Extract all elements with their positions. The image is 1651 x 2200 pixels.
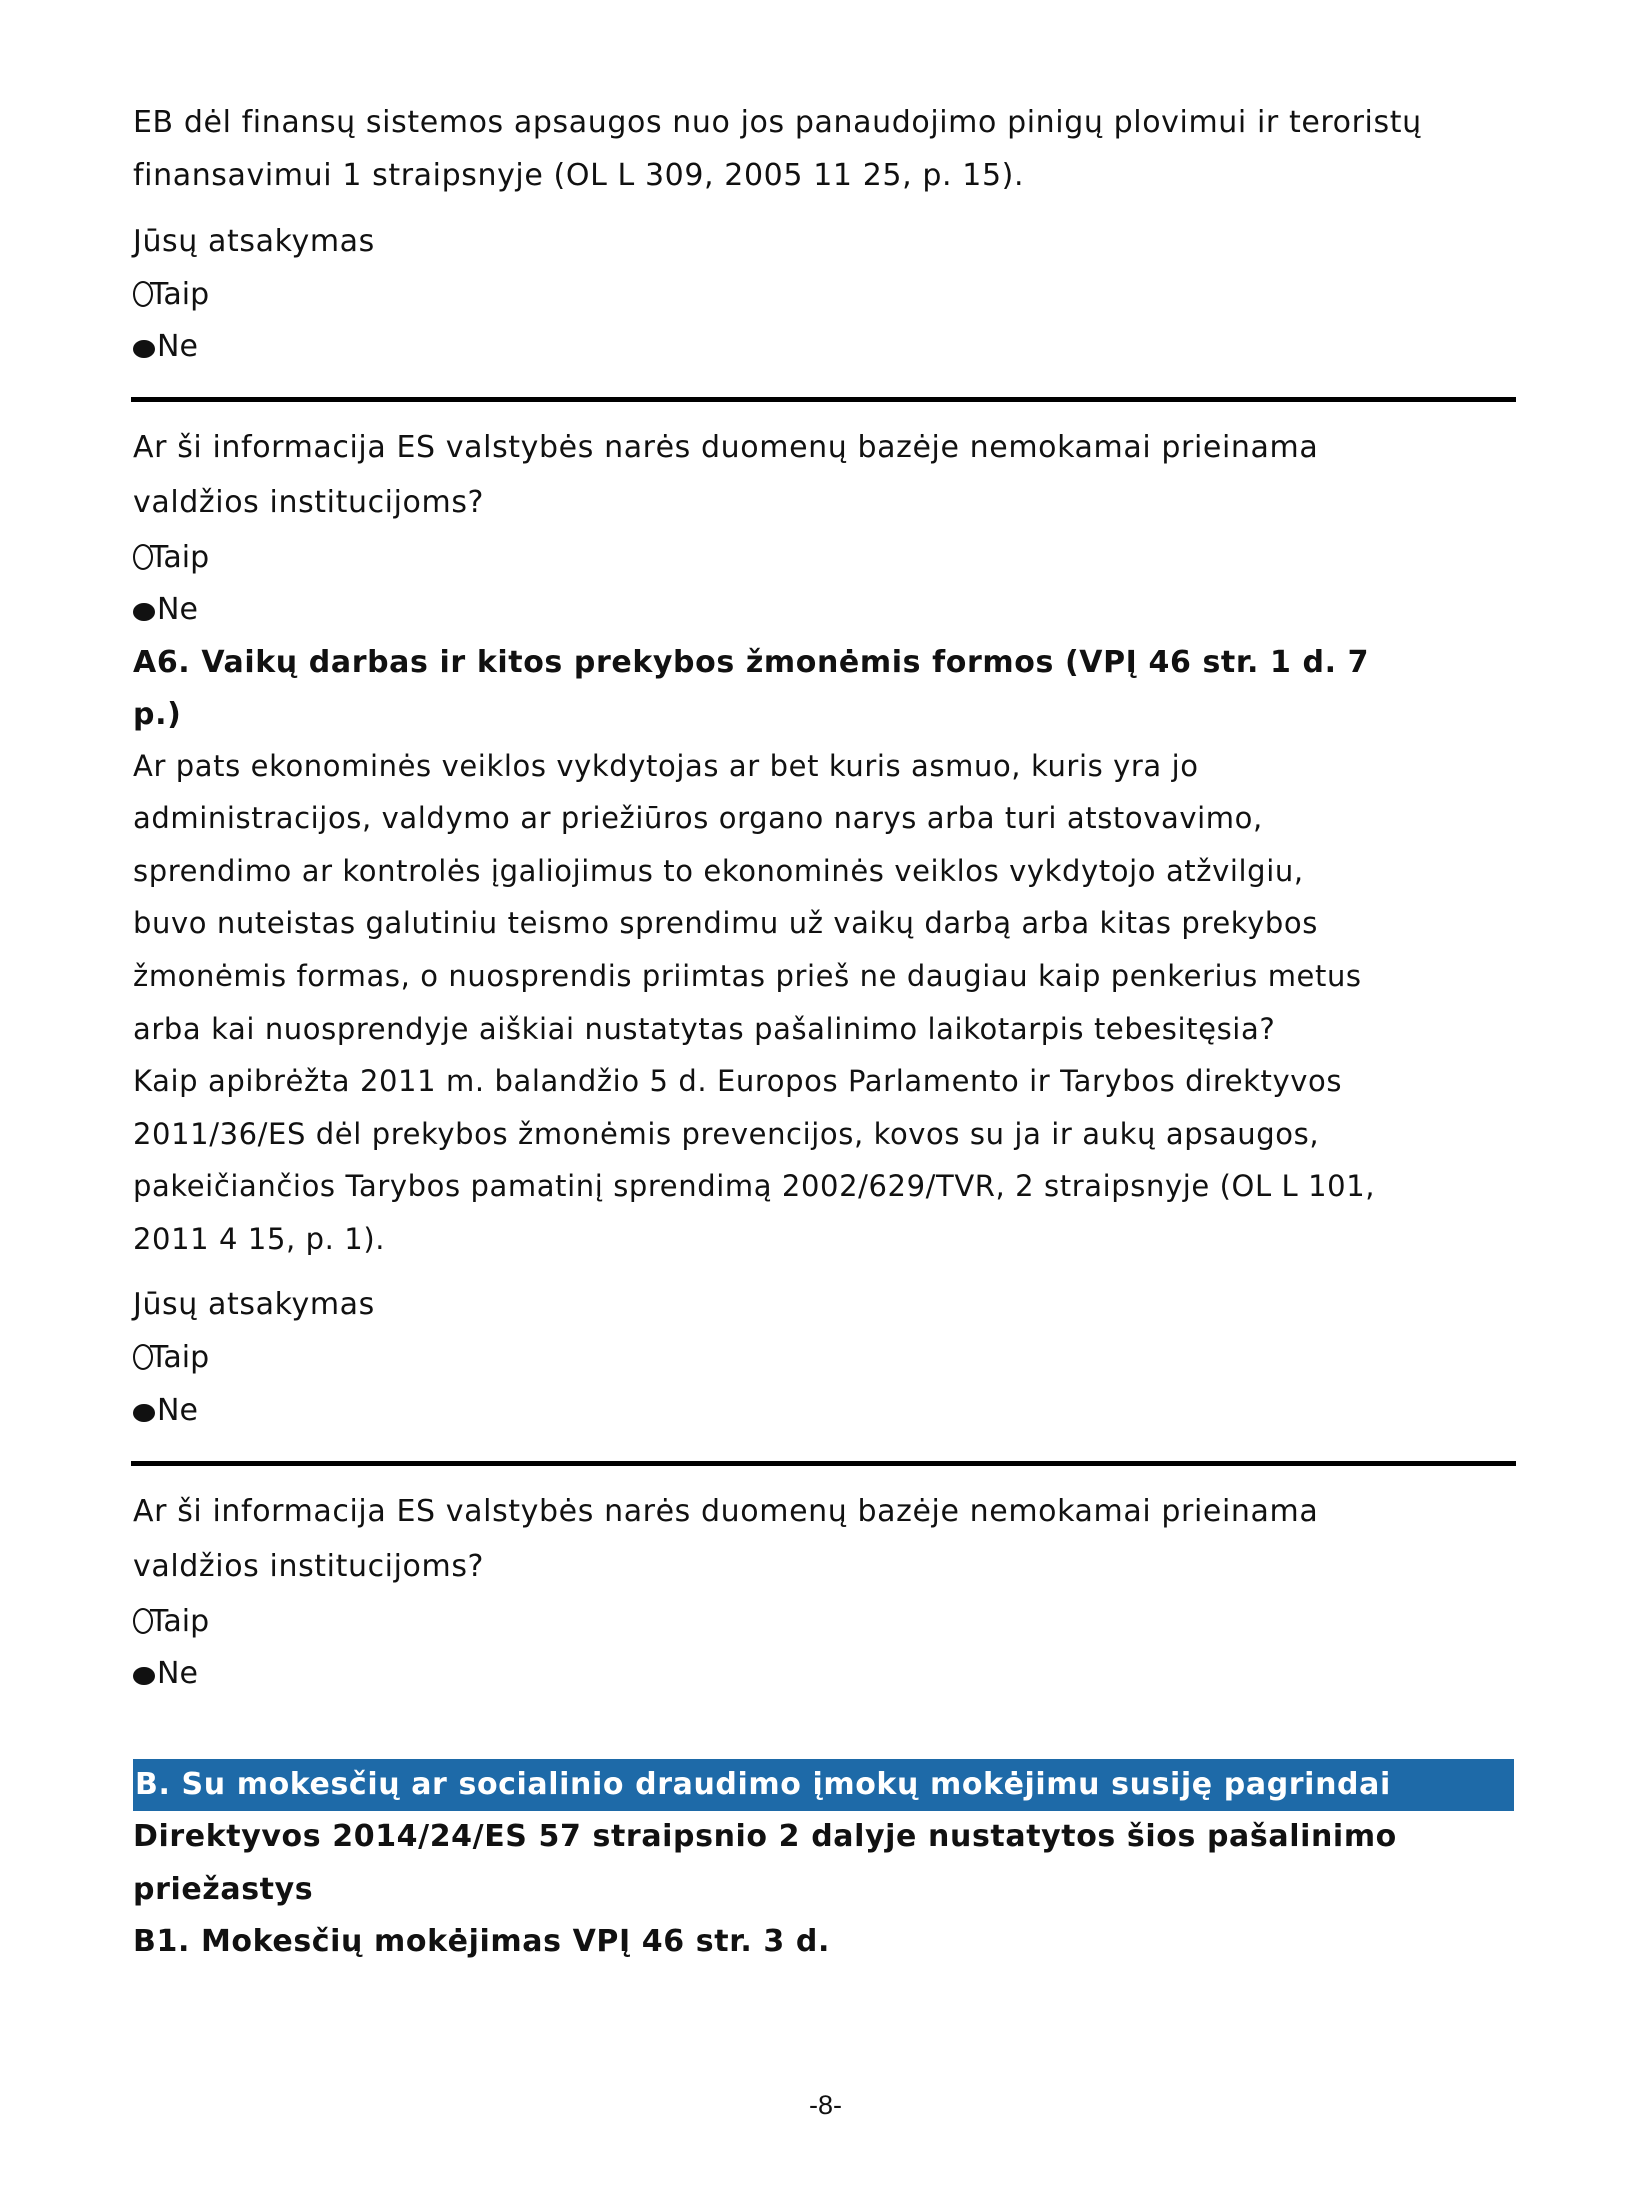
radio-label-yes: Taip — [150, 1340, 210, 1375]
b1-heading: B1. Mokesčių mokėjimas VPĮ 46 str. 3 d. — [133, 1924, 830, 1959]
radio-label-yes: Taip — [150, 277, 210, 312]
db-question-line-2: valdžios institucijoms? — [133, 1549, 485, 1584]
radio-option-yes[interactable] — [133, 275, 209, 315]
radio-label-yes: Taip — [150, 1604, 210, 1639]
a6-body-line: 2011/36/ES dėl prekybos žmonėmis prevencijos, kovos su ja ir aukų apsaugos, — [133, 1117, 1320, 1151]
radio-option-no[interactable] — [133, 1654, 198, 1694]
answer-label: Jūsų atsakymas — [133, 1287, 375, 1322]
section-divider — [131, 397, 1516, 402]
radio-selected-icon[interactable] — [133, 1667, 155, 1685]
radio-label-no: Ne — [157, 592, 198, 627]
a6-body-line: sprendimo ar kontrolės įgaliojimus to ekonominės veiklos vykdytojo atžvilgiu, — [133, 854, 1304, 888]
radio-selected-icon[interactable] — [133, 340, 155, 358]
db-question-line-1: Ar ši informacija ES valstybės narės duomenų bazėje nemokamai prieinama — [133, 430, 1319, 465]
page-number: -8- — [809, 2090, 842, 2120]
radio-unselected-icon[interactable] — [133, 1608, 153, 1634]
answer-label: Jūsų atsakymas — [133, 224, 375, 259]
db-question-line-1: Ar ši informacija ES valstybės narės duomenų bazėje nemokamai prieinama — [133, 1494, 1319, 1529]
section-b-banner: B. Su mokesčių ar socialinio draudimo įmokų mokėjimu susiję pagrindai — [133, 1759, 1514, 1811]
radio-option-no[interactable] — [133, 1391, 198, 1431]
radio-label-no: Ne — [157, 329, 198, 364]
a6-body-line: arba kai nuosprendyje aiškiai nustatytas pašalinimo laikotarpis tebesitęsia? — [133, 1012, 1276, 1046]
a6-body-line: pakeičiančios Tarybos pamatinį sprendimą 2002/629/TVR, 2 straipsnyje (OL L 101, — [133, 1169, 1376, 1203]
radio-option-yes[interactable] — [133, 1338, 209, 1378]
radio-label-yes: Taip — [150, 540, 210, 575]
radio-option-yes[interactable] — [133, 538, 209, 578]
radio-unselected-icon[interactable] — [133, 281, 153, 307]
radio-label-no: Ne — [157, 1393, 198, 1428]
a6-heading-line-1: A6. Vaikų darbas ir kitos prekybos žmonėmis formos (VPĮ 46 str. 1 d. 7 — [133, 645, 1370, 680]
a6-body-line: buvo nuteistas galutiniu teismo sprendimu už vaikų darbą arba kitas prekybos — [133, 906, 1318, 940]
section-b-intro-line-1: Direktyvos 2014/24/ES 57 straipsnio 2 dalyje nustatytos šios pašalinimo — [133, 1819, 1397, 1854]
intro-text-line-2: finansavimui 1 straipsnyje (OL L 309, 2005 11 25, p. 15). — [133, 158, 1025, 193]
section-b-intro-line-2: priežastys — [133, 1872, 314, 1907]
a6-body-line: Ar pats ekonominės veiklos vykdytojas ar bet kuris asmuo, kuris yra jo — [133, 749, 1199, 783]
section-divider — [131, 1461, 1516, 1466]
radio-unselected-icon[interactable] — [133, 544, 153, 570]
radio-option-no[interactable] — [133, 327, 198, 367]
a6-body-line: administracijos, valdymo ar priežiūros organo narys arba turi atstovavimo, — [133, 801, 1263, 835]
a6-heading-line-2: p.) — [133, 697, 182, 732]
a6-body-line: Kaip apibrėžta 2011 m. balandžio 5 d. Europos Parlamento ir Tarybos direktyvos — [133, 1064, 1343, 1098]
radio-unselected-icon[interactable] — [133, 1344, 153, 1370]
db-question-line-2: valdžios institucijoms? — [133, 485, 485, 520]
radio-selected-icon[interactable] — [133, 1404, 155, 1422]
a6-body-line: 2011 4 15, p. 1). — [133, 1222, 386, 1256]
a6-body-line: žmonėmis formas, o nuosprendis priimtas prieš ne daugiau kaip penkerius metus — [133, 959, 1362, 993]
radio-selected-icon[interactable] — [133, 603, 155, 621]
radio-option-no[interactable] — [133, 590, 198, 630]
intro-text-line-1: EB dėl finansų sistemos apsaugos nuo jos panaudojimo pinigų plovimui ir teroristų — [133, 105, 1422, 140]
radio-option-yes[interactable] — [133, 1602, 209, 1642]
radio-label-no: Ne — [157, 1656, 198, 1691]
